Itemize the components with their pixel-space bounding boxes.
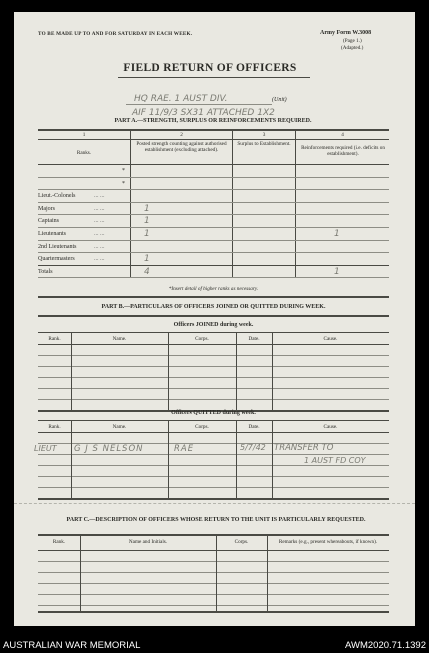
col-header: Corps.	[234, 539, 249, 545]
quitted-cause-2: 1 AUST FD COY	[304, 456, 366, 465]
row-rank-marker: *	[122, 180, 125, 187]
col-divider	[236, 333, 237, 410]
row-line	[38, 399, 389, 400]
unit-handwritten-2: AIF 11/9/3 SX31 ATTACHED 1X2	[132, 108, 275, 118]
row-rank: Captains	[38, 218, 59, 225]
col-number-3: 3	[262, 132, 266, 138]
col-header: Name and Initials.	[128, 539, 168, 545]
row-dots: ... ...	[94, 205, 105, 212]
row-line	[38, 355, 389, 356]
row-line	[38, 561, 389, 562]
form-page: (Page 1.)	[343, 38, 362, 44]
row-line	[38, 189, 389, 190]
col-header: Name.	[112, 424, 127, 430]
quitted-title: Officers QUITTED during week.	[171, 410, 256, 416]
joined-title: Officers JOINED during week.	[173, 322, 254, 328]
row-rank-marker: *	[122, 168, 125, 174]
col-header: Date.	[248, 336, 260, 342]
bottom-line	[38, 498, 389, 500]
col-number-4: 4	[341, 132, 344, 138]
quitted-name: G J S NELSON	[74, 444, 144, 454]
row-line	[38, 465, 389, 466]
col-header: Remarks (e.g., present whereabouts, if known).	[278, 539, 378, 545]
footer-right: AWM2020.71.1392	[345, 640, 426, 651]
row-reinforcements: 1	[334, 266, 340, 277]
col-header: Rank.	[48, 424, 61, 430]
row-line	[38, 277, 389, 278]
row-line	[38, 605, 389, 606]
row-line	[38, 202, 389, 203]
row-line	[38, 572, 389, 573]
row-rank: 2nd Lieutenants	[38, 243, 77, 250]
unit-handwritten-1: HQ RAE. 1 AUST DIV.	[134, 94, 228, 104]
unit-label: (Unit)	[272, 97, 287, 103]
part-b-title: PART B.—PARTICULARS OF OFFICERS JOINED OR QUITTED DURING WEEK.	[101, 304, 326, 310]
row-line	[38, 240, 389, 241]
col-header: Date.	[248, 424, 260, 430]
row-rank: Totals	[38, 268, 53, 275]
row-line	[38, 377, 389, 378]
col-header-surplus: Surplus to Establishment.	[237, 141, 291, 147]
row-line	[38, 583, 389, 584]
row-line	[38, 476, 389, 477]
col-header-posted: Posted strength counting against authorised establishment (excluding attached).	[136, 141, 227, 153]
col-header-reinforcements: Reinforcements required (i.e. deficits on establishment).	[301, 145, 385, 157]
form-id: Army Form W.3008	[320, 30, 372, 36]
row-reinforcements: 1	[334, 229, 340, 239]
row-line	[38, 252, 389, 253]
row-posted: 1	[144, 229, 150, 239]
col-divider	[80, 536, 81, 611]
header-line	[38, 432, 389, 433]
col-header: Cause.	[323, 336, 338, 342]
quitted-cause: TRANSFER TO	[274, 443, 334, 453]
footer-left: AUSTRALIAN WAR MEMORIAL	[3, 640, 141, 651]
row-line	[38, 227, 389, 228]
part-a-title: PART A.—STRENGTH, SURPLUS OR REINFORCEMENTS REQUIRED.	[114, 118, 312, 124]
col-header: Name.	[112, 336, 127, 342]
col-header: Rank.	[52, 539, 66, 545]
title-underline	[118, 77, 310, 78]
row-dots: ... ...	[94, 193, 105, 200]
totals-line	[38, 265, 389, 266]
row-rank: Quartermasters	[38, 256, 75, 263]
header-line	[38, 344, 389, 345]
row-rank: Lieut.-Colonels	[38, 193, 76, 200]
quitted-rank: LIEUT	[34, 444, 57, 453]
row-rank: Majors	[38, 205, 55, 212]
header-line	[38, 550, 389, 551]
form-adapted: (Adapted.)	[341, 45, 364, 51]
col-divider	[71, 421, 72, 498]
fold-line	[14, 503, 415, 504]
col-number-2: 2	[180, 132, 183, 138]
col-number-1: 1	[82, 132, 86, 138]
quitted-date: 5/7/42	[240, 443, 266, 452]
col-divider	[168, 333, 169, 410]
col-divider	[232, 129, 233, 278]
part-a-footnote: *Insert detail of higher ranks as necessary.	[168, 286, 259, 292]
row-line	[38, 388, 389, 389]
col-divider	[236, 421, 237, 498]
row-line	[38, 454, 389, 455]
bottom-line	[38, 611, 389, 613]
header-note: TO BE MADE UP TO AND FOR SATURDAY IN EACH WEEK.	[38, 31, 193, 37]
footer-bar	[0, 638, 429, 653]
col-divider	[295, 129, 296, 278]
part-a-top-rule	[38, 129, 389, 131]
row-dots: ... ...	[94, 256, 105, 263]
row-posted: 4	[144, 266, 150, 277]
form-page	[14, 12, 415, 626]
col-divider	[168, 421, 169, 498]
row-dots: ... ...	[94, 231, 105, 237]
col-header: Cause.	[323, 424, 338, 430]
col-divider	[71, 333, 72, 410]
row-line	[38, 366, 389, 367]
col-divider	[267, 536, 268, 611]
row-line	[38, 487, 389, 488]
col-header: Corps.	[195, 336, 209, 342]
row-dots: ... ...	[94, 218, 105, 225]
row-posted: 1	[144, 216, 150, 227]
page-title: FIELD RETURN OF OFFICERS	[123, 62, 297, 74]
row-posted: 1	[144, 203, 150, 214]
col-header-ranks: Ranks.	[76, 150, 92, 156]
col-divider	[216, 536, 217, 611]
row-dots: ... ...	[94, 243, 105, 250]
col-divider	[272, 333, 273, 410]
quitted-corps: RAE	[174, 444, 195, 454]
row-line	[38, 594, 389, 595]
col-divider	[272, 421, 273, 498]
unit-line	[126, 104, 272, 105]
row-line	[38, 177, 389, 178]
row-rank: Lieutenants	[38, 231, 66, 237]
col-divider	[130, 129, 131, 278]
col-header: Corps.	[195, 424, 209, 430]
row-posted: 1	[144, 254, 150, 265]
part-c-title: PART C.—DESCRIPTION OF OFFICERS WHOSE RETURN TO THE UNIT IS PARTICULARLY REQUESTED.	[66, 517, 366, 523]
col-header: Rank.	[48, 336, 61, 342]
row-line	[38, 214, 389, 215]
